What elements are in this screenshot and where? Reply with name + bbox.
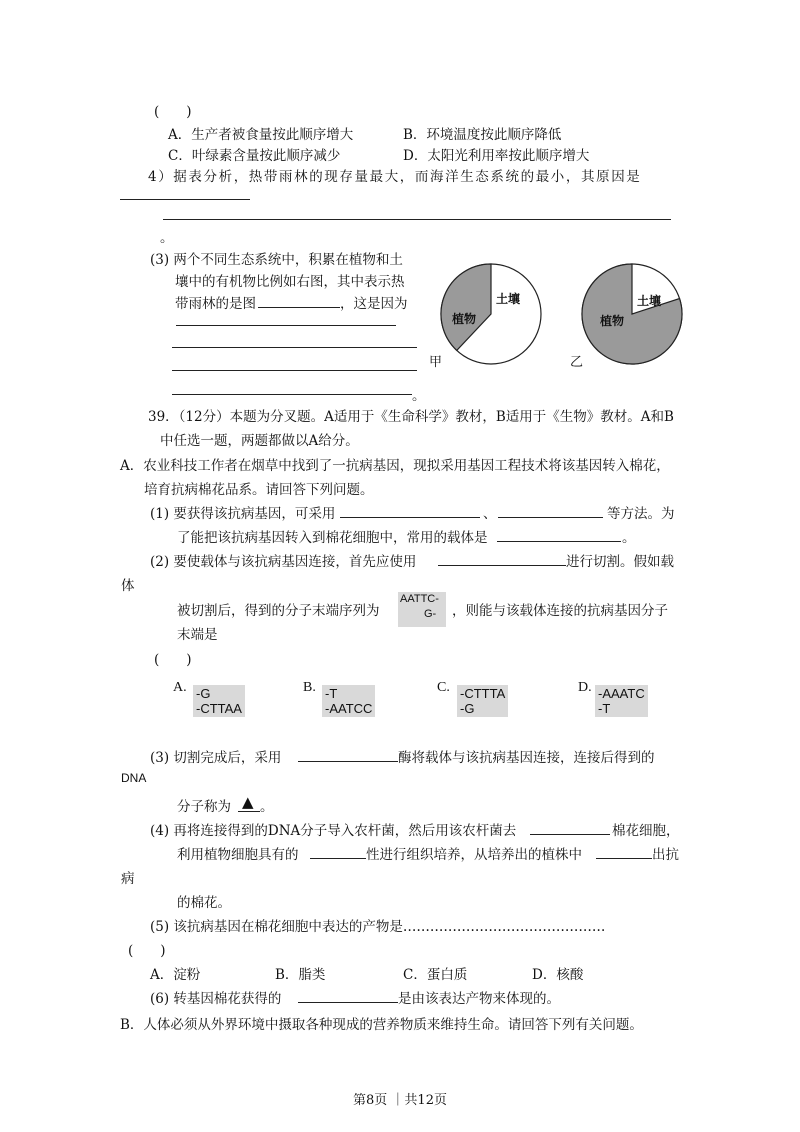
answer-blank[interactable] <box>498 517 603 518</box>
option-b: B．环境温度按此顺序降低 <box>403 127 562 143</box>
answer-blank[interactable] <box>172 370 417 371</box>
p2-text-e: ，则能与该载体连接的抗病基因分子 <box>452 603 668 619</box>
answer-paren: ( ) <box>154 104 192 120</box>
p4-text-b: 棉花细胞， <box>612 823 680 839</box>
pie-yi <box>582 264 682 364</box>
seq-option-a-bottom: -CTTAA <box>196 701 242 716</box>
q39-intro1: 39．（12分）本题为分叉题。A适用于《生命科学》教材，B适用于《生物》教材。A和B <box>148 409 674 425</box>
pie-question-line1: (3) 两个不同生态系统中，积累在植物和土 <box>150 252 403 268</box>
answer-blank[interactable] <box>120 199 250 200</box>
p2-text-b: 进行切割。假如载 <box>566 554 674 570</box>
p3-text-e: 。 <box>260 799 274 815</box>
p1-text-a: (1) 要获得该抗病基因，可采用 <box>150 506 336 522</box>
pie-question-line3b: ，这是因为 <box>340 296 408 312</box>
seq-option-a[interactable] <box>193 685 245 717</box>
option-d: D．太阳光利用率按此顺序增大 <box>403 148 590 164</box>
p1-text-c: 等方法。为 <box>607 506 675 522</box>
seq-option-c[interactable] <box>457 685 508 717</box>
seq-option-c-letter: C. <box>437 680 450 695</box>
p4-text-g: 的棉花。 <box>177 895 231 911</box>
answer-blank[interactable] <box>163 219 671 220</box>
vector-end-sequence <box>398 592 446 627</box>
p5-option-c: C．蛋白质 <box>403 967 468 983</box>
p5-text-a: (5) 该抗病基因在棉花细胞中表达的产物是……………………………………… <box>150 919 606 935</box>
answer-blank[interactable] <box>530 834 610 835</box>
answer-blank[interactable] <box>176 325 396 326</box>
answer-blank[interactable] <box>310 858 366 859</box>
p3-text-c: DNA <box>121 771 147 785</box>
p4-text-d: 性进行组织培养，从培养出的植株中 <box>366 847 582 863</box>
vector-seq-bottom: G- <box>424 608 437 620</box>
seq-option-d-letter: D. <box>578 680 592 695</box>
p6-text-b: 是由该表达产物来体现的。 <box>398 991 560 1007</box>
seq-option-a-letter: A. <box>173 680 187 695</box>
pie-question-line3a: 带雨林的是图 <box>175 296 256 312</box>
page-footer: 第8页 ｜共12页 <box>353 1093 447 1108</box>
p3-text-b: 酶将载体与该抗病基因连接，连接后得到的 <box>398 750 655 766</box>
answer-blank[interactable] <box>596 858 652 859</box>
answer-blank[interactable] <box>497 541 621 542</box>
seq-option-b-top: -T <box>325 686 338 701</box>
answer-paren: ( ) <box>154 652 192 668</box>
q39a-intro2: 培育抗病棉花品系。请回答下列问题。 <box>144 482 374 498</box>
p2-text-c: 体 <box>121 578 135 594</box>
answer-blank[interactable] <box>340 517 480 518</box>
answer-blank[interactable] <box>172 347 417 348</box>
option-a: A．生产者被食量按此顺序增大 <box>168 127 354 143</box>
p2-text-a: (2) 要使载体与该抗病基因连接，首先应使用 <box>150 554 417 570</box>
p2-text-d: 被切割后，得到的分子末端序列为 <box>177 603 380 619</box>
answer-blank[interactable] <box>258 307 340 308</box>
p1-text-e: 。 <box>622 530 636 546</box>
q39a-intro1: A．农业科技工作者在烟草中找到了一抗病基因，现拟采用基因工程技术将该基因转入棉花， <box>120 458 670 474</box>
q39b-intro: B．人体必须从外界环境中摄取各种现成的营养物质来维持生命。请回答下列有关问题。 <box>120 1017 643 1033</box>
pie-question-line2: 壤中的有机物比例如右图，其中表示热 <box>175 274 405 290</box>
answer-blank[interactable] <box>298 761 398 762</box>
seq-option-d-top: -AAATC <box>598 686 645 701</box>
pie-jia-soil-label: 土壤 <box>496 292 521 306</box>
p3-text-d: 分子称为 <box>177 799 231 815</box>
p4-text-a: (4) 再将连接得到的DNA分子导入农杆菌，然后用该农杆菌去 <box>150 823 517 839</box>
pie-yi-soil-label: 土壤 <box>637 294 662 308</box>
option-c: C．叶绿素含量按此顺序减少 <box>168 148 341 164</box>
answer-blank[interactable] <box>172 394 412 395</box>
seq-option-b-letter: B. <box>303 680 316 695</box>
p6-text-a: (6) 转基因棉花获得的 <box>150 991 282 1007</box>
period: 。 <box>412 388 426 404</box>
period: 。 <box>160 230 174 246</box>
p4-text-f: 病 <box>121 871 135 887</box>
pie-yi-label: 乙 <box>570 355 584 370</box>
p4-text-c: 利用植物细胞具有的 <box>177 847 299 863</box>
p5-option-a: A．淀粉 <box>150 967 201 983</box>
answer-blank <box>238 811 260 812</box>
p3-text-a: (3) 切割完成后，采用 <box>150 750 282 766</box>
p5-option-b: B．脂类 <box>275 967 326 983</box>
answer-paren: ( ) <box>128 943 166 959</box>
answer-blank[interactable] <box>438 565 566 566</box>
seq-option-d[interactable] <box>595 685 648 717</box>
pie-jia-plant-label: 植物 <box>452 312 477 326</box>
q39-intro2: 中任选一题，两题都做以A给分。 <box>160 433 359 449</box>
question-4: 4）据表分析，热带雨林的现存量最大，而海洋生态系统的最小，其原因是 <box>148 169 642 185</box>
p4-text-e: 出抗 <box>652 847 679 863</box>
seq-option-c-top: -CTTTA <box>460 686 506 701</box>
seq-option-a-top: -G <box>196 686 211 701</box>
triangle-blank[interactable]: ▲ <box>242 793 254 811</box>
p2-text-f: 末端是 <box>177 627 218 643</box>
seq-option-b[interactable] <box>322 685 375 717</box>
pie-jia-label: 甲 <box>429 355 443 370</box>
p5-option-d: D．核酸 <box>532 967 584 983</box>
pie-yi-plant-label: 植物 <box>600 314 625 328</box>
seq-option-c-bottom: -G <box>460 701 475 716</box>
answer-blank[interactable] <box>298 1002 398 1003</box>
p1-text-d: 了能把该抗病基因转入到棉花细胞中，常用的载体是 <box>177 530 488 546</box>
seq-option-b-bottom: -AATCC <box>325 701 373 716</box>
p1-text-b: 、 <box>483 506 497 522</box>
seq-option-d-bottom: -T <box>598 701 611 716</box>
vector-seq-top: AATTC- <box>400 593 439 605</box>
